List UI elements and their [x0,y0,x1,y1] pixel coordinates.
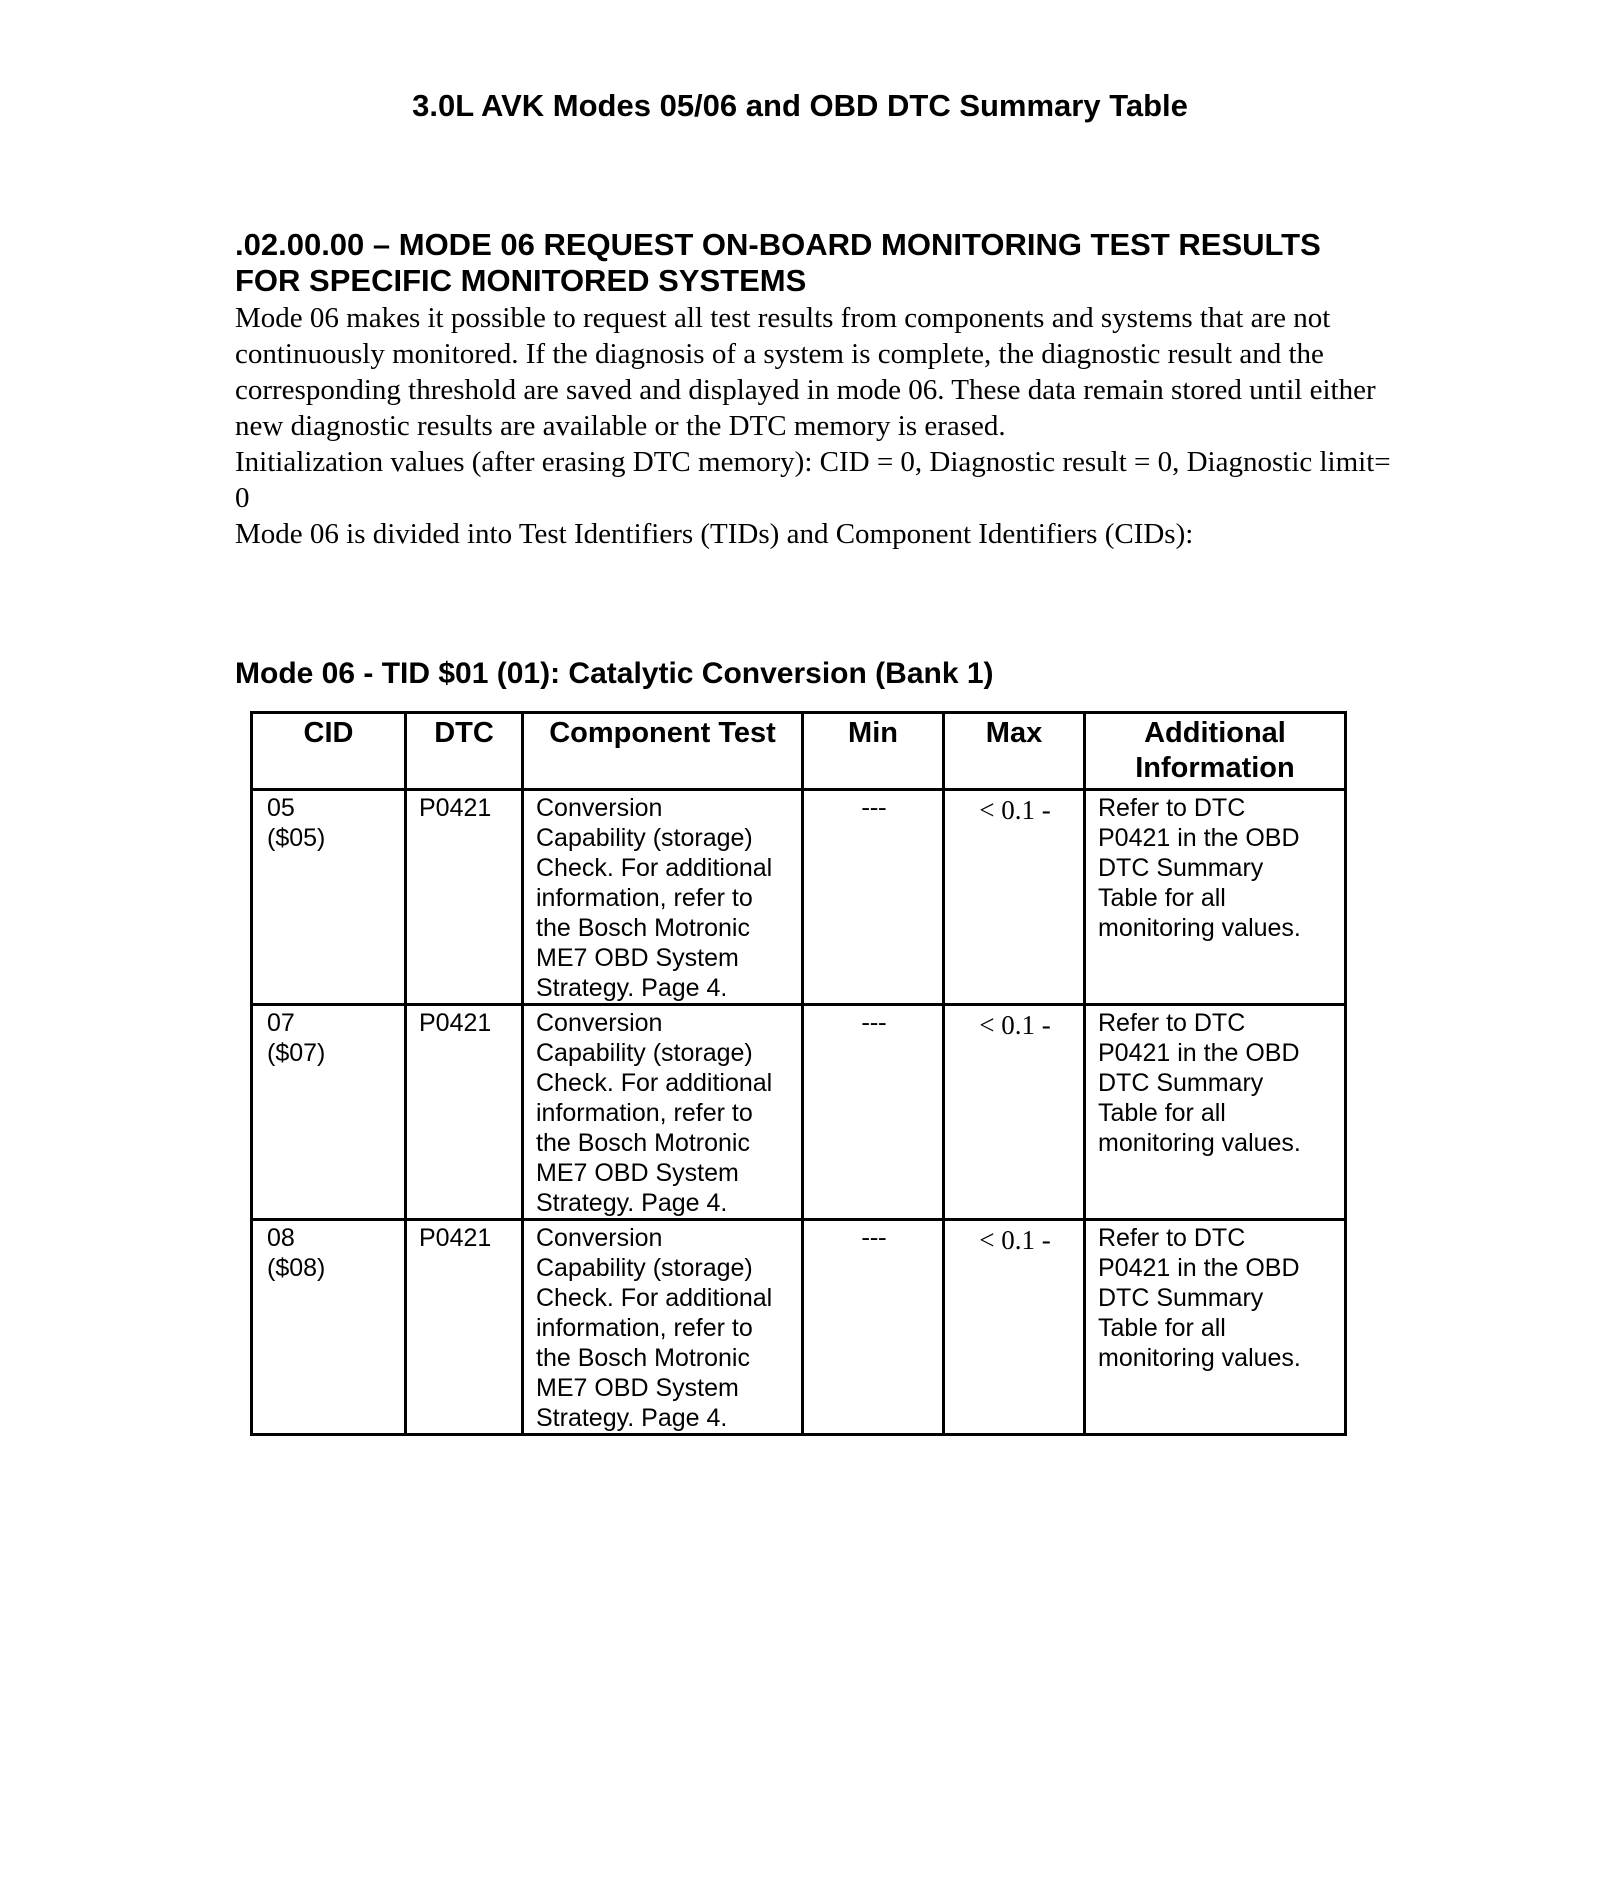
component-test-line: the Bosch Motronic [536,1344,750,1372]
component-test-line: information, refer to [536,884,753,912]
cell-additional-information [1085,1220,1346,1435]
additional-info-line: DTC Summary [1098,1284,1264,1312]
cell-min: --- [803,790,944,1005]
section-heading-line-2: FOR SPECIFIC MONITORED SYSTEMS [235,263,807,298]
cell-dtc: P0421 [406,790,523,1005]
header-dtc: DTC [406,713,523,790]
cell-max: < 0.1 - [944,790,1085,1005]
additional-info-line: P0421 in the OBD [1098,824,1300,852]
component-test-line: Capability (storage) [536,1254,753,1282]
header-additional-line-2: Information [1135,752,1295,784]
component-test-line: information, refer to [536,1099,753,1127]
cell-min: --- [803,1220,944,1435]
paragraph-mode06-description: Mode 06 makes it possible to request all test results from components and systems that are not continuously monitored. If the diagnosis of a system is complete, the diagnostic result and the corresponding threshold are saved and displayed in mode 06. These data remain stored until either new diagnostic results are available or the DTC memory is erased. [235,302,1376,442]
additional-info-line: monitoring values. [1098,1344,1301,1372]
component-test-line: information, refer to [536,1314,753,1342]
component-test-line: Capability (storage) [536,824,753,852]
paragraph-tid-cid-intro: Mode 06 is divided into Test Identifiers (TIDs) and Component Identifiers (CIDs): [235,518,1194,550]
component-test-line: Strategy. Page 4. [536,1189,728,1217]
section-heading-line-1: .02.00.00 – MODE 06 REQUEST ON-BOARD MONITORING TEST RESULTS [235,227,1321,262]
additional-info-line: monitoring values. [1098,914,1301,942]
header-max: Max [944,713,1085,790]
cell-max: < 0.1 - [944,1220,1085,1435]
cid-value: 07 [267,1009,295,1037]
cell-dtc: P0421 [406,1005,523,1220]
additional-info-line: Table for all [1098,884,1226,912]
component-test-line: Conversion [536,1009,663,1037]
component-test-line: Conversion [536,794,663,822]
component-test-line: Capability (storage) [536,1039,753,1067]
cell-cid [252,1220,406,1435]
additional-info-line: monitoring values. [1098,1129,1301,1157]
additional-info-line: P0421 in the OBD [1098,1254,1300,1282]
component-test-line: ME7 OBD System [536,1374,739,1402]
additional-info-line: P0421 in the OBD [1098,1039,1300,1067]
header-additional-line-1: Additional [1144,717,1286,749]
additional-info-line: Refer to DTC [1098,1224,1246,1252]
cid-hex: ($08) [267,1254,326,1282]
cid-value: 08 [267,1224,295,1252]
page-title: 3.0L AVK Modes 05/06 and OBD DTC Summary Table [412,88,1188,123]
table-row [252,1220,1346,1435]
additional-info-line: Refer to DTC [1098,794,1246,822]
cell-max: < 0.1 - [944,1005,1085,1220]
table-row [252,1005,1346,1220]
paragraph-initialization-values: Initialization values (after erasing DTC memory): CID = 0, Diagnostic result = 0, Diagnostic limit= 0 [235,446,1391,514]
cid-hex: ($05) [267,824,326,852]
additional-info-line: Refer to DTC [1098,1009,1246,1037]
header-additional-information [1085,713,1346,790]
body-text [235,300,1395,552]
cid-value: 05 [267,794,295,822]
header-min: Min [803,713,944,790]
component-test-line: ME7 OBD System [536,1159,739,1187]
header-cid: CID [252,713,406,790]
component-test-line: the Bosch Motronic [536,1129,750,1157]
component-test-line: Check. For additional [536,854,773,882]
cell-additional-information [1085,790,1346,1005]
table-header-row [252,713,1346,790]
cell-dtc: P0421 [406,1220,523,1435]
additional-info-line: DTC Summary [1098,854,1264,882]
cid-hex: ($07) [267,1039,326,1067]
header-component-test: Component Test [523,713,803,790]
component-test-line: ME7 OBD System [536,944,739,972]
cell-component-test [523,1220,803,1435]
additional-info-line: Table for all [1098,1314,1226,1342]
component-test-line: the Bosch Motronic [536,914,750,942]
additional-info-line: Table for all [1098,1099,1226,1127]
table-caption: Mode 06 - TID $01 (01): Catalytic Conversion (Bank 1) [235,657,994,690]
component-test-line: Conversion [536,1224,663,1252]
component-test-line: Strategy. Page 4. [536,1404,728,1432]
cell-component-test [523,1005,803,1220]
cell-additional-information [1085,1005,1346,1220]
cell-min: --- [803,1005,944,1220]
additional-info-line: DTC Summary [1098,1069,1264,1097]
component-test-line: Strategy. Page 4. [536,974,728,1002]
cell-component-test [523,790,803,1005]
mode06-tid01-table [250,711,1347,1436]
table-row [252,790,1346,1005]
section-heading [235,227,1415,299]
component-test-line: Check. For additional [536,1069,773,1097]
cell-cid [252,790,406,1005]
component-test-line: Check. For additional [536,1284,773,1312]
cell-cid [252,1005,406,1220]
